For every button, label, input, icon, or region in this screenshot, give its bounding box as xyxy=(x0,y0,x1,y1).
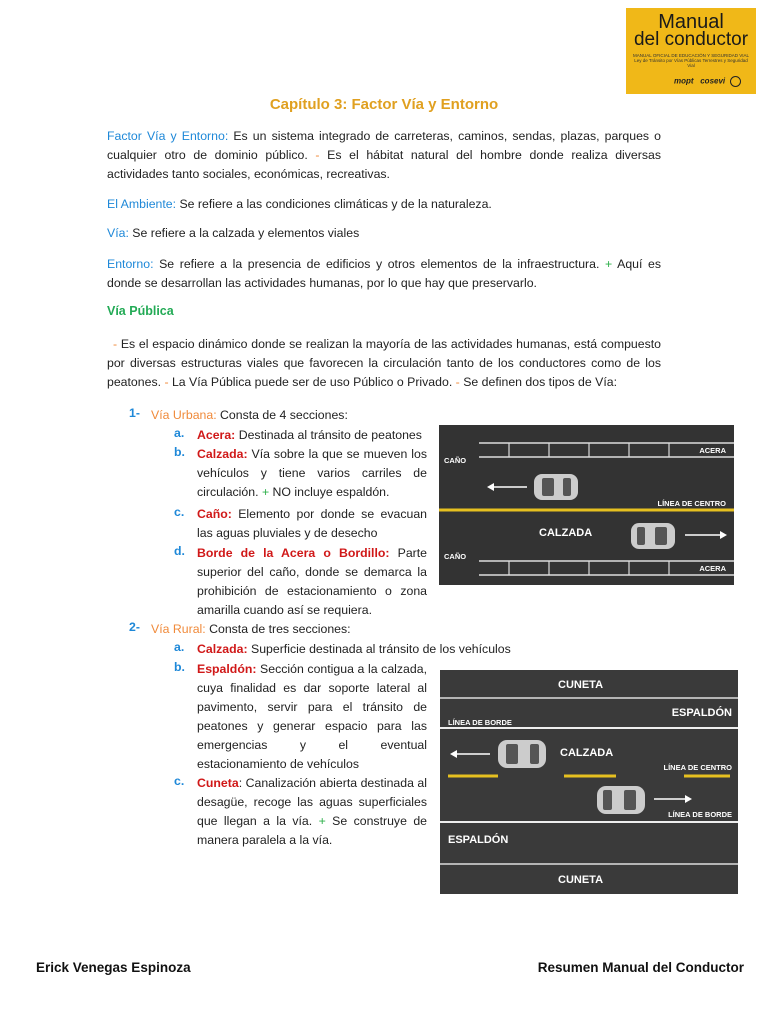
list-number-1: 1- xyxy=(129,406,140,420)
term-label: Factor Vía y Entorno: xyxy=(107,129,229,143)
sublist-item-cuneta: Cuneta: Canalización abierta destinada al desagüe, recoge las aguas superficiales que llegan a la vía. + Se construye de manera paralela a la vía. xyxy=(197,776,427,847)
term-label: Entorno: xyxy=(107,257,154,271)
label-cuneta-top: CUNETA xyxy=(558,679,604,691)
term-label: Vía: xyxy=(107,226,129,240)
car-icon xyxy=(631,523,675,549)
sublist-item-calzada: Calzada: Vía sobre la que se mueven los vehículos y tiene varios carriles de circulación. + NO incluye espaldón. xyxy=(197,447,427,499)
label-linea-centro-rural: LÍNEA DE CENTRO xyxy=(663,763,732,772)
car-icon xyxy=(498,740,546,768)
section-heading-via-publica: Vía Pública xyxy=(107,304,174,318)
label-espaldon-bottom: ESPALDÓN xyxy=(448,834,509,846)
label-calzada: CALZADA xyxy=(539,527,593,539)
sublist-item-calzada-rural: Calzada: Superficie destinada al tránsito de los vehículos xyxy=(197,642,511,656)
sublist-letter: d. xyxy=(174,544,185,558)
sublist-item-acera: Acera: Destinada al tránsito de peatones xyxy=(197,428,422,442)
sublist-letter: a. xyxy=(174,426,185,440)
rural-road-drawing xyxy=(440,670,738,894)
sublist-letter: b. xyxy=(174,445,185,459)
urban-road-diagram xyxy=(439,425,734,585)
label-acera-top: ACERA xyxy=(699,446,726,455)
sublist-item-bordillo: Borde de la Acera o Bordillo: Parte superior del caño, donde se demarca la prohibición de estacionamiento o zona amarilla cuando así se requiera. xyxy=(197,546,428,617)
rural-road-diagram xyxy=(440,670,738,894)
sublist-letter: a. xyxy=(174,640,185,654)
car-icon xyxy=(597,786,645,814)
car-icon xyxy=(534,474,578,500)
cosevi-logo: cosevi xyxy=(700,76,726,86)
label-cano-bottom: CAÑO xyxy=(444,552,467,561)
label-espaldon-top: ESPALDÓN xyxy=(671,707,732,719)
manual-cover-image xyxy=(626,8,756,94)
list-item-via-urbana: Vía Urbana: Consta de 4 secciones: xyxy=(151,408,348,422)
label-linea-borde-bottom: LÍNEA DE BORDE xyxy=(668,810,732,819)
paragraph-via-publica: - Es el espacio dinámico donde se realizan la mayoría de las actividades humanas, está compuesto por diversas estructuras viales que favorecen la circulación tanto de los conductores como de los peatones. - La Vía Pública puede ser de uso Público o Privado. - Se definen dos tipos de Vía: xyxy=(107,337,661,389)
list-number-2: 2- xyxy=(129,620,140,634)
paragraph-entorno: Entorno: Se refiere a la presencia de edificios y otros elementos de la infraestructura. + Aquí es donde se desarrollan las actividades humanas, por lo que hay que preservarlo. xyxy=(107,257,661,290)
sublist-letter: c. xyxy=(174,505,185,519)
term-label: El Ambiente: xyxy=(107,197,177,211)
label-linea-borde-top: LÍNEA DE BORDE xyxy=(448,718,512,727)
sublist-letter: c. xyxy=(174,774,185,788)
label-calzada-rural: CALZADA xyxy=(560,747,614,759)
cover-subtitle: MANUAL OFICIAL DE EDUCACIÓN Y SEGURIDAD VIAL Ley de Tránsito por Vías Públicas Terrestres y Seguridad Vial xyxy=(632,53,750,68)
label-linea-centro: LÍNEA DE CENTRO xyxy=(657,499,726,508)
paragraph-ambiente: El Ambiente: Se refiere a las condiciones climáticas y de la naturaleza. xyxy=(107,197,492,211)
footer-doc-title: Resumen Manual del Conductor xyxy=(537,960,744,975)
label-acera-bottom: ACERA xyxy=(699,564,726,573)
cover-title-line1: Manual xyxy=(658,11,724,33)
label-cuneta-bottom: CUNETA xyxy=(558,874,604,886)
paragraph-factor-via: Factor Vía y Entorno: Es un sistema integrado de carreteras, caminos, sendas, plazas, parques o cualquier otro de dominio público. - Es el hábitat natural del hombre donde realiza diversas actividades tanto sociales, económicas, recreativas. xyxy=(107,129,661,181)
sublist-item-cano: Caño: Elemento por donde se evacuan las aguas pluviales y de desecho xyxy=(197,507,427,540)
cover-title-line2: del conductor xyxy=(633,29,749,50)
seal-icon xyxy=(730,76,741,87)
paragraph-via: Vía: Se refiere a la calzada y elementos viales xyxy=(107,226,360,240)
chapter-title: Capítulo 3: Factor Vía y Entorno xyxy=(269,96,499,113)
footer-author: Erick Venegas Espinoza xyxy=(36,960,191,975)
cover-logos xyxy=(674,76,741,87)
list-item-via-rural: Vía Rural: Consta de tres secciones: xyxy=(151,622,351,636)
sublist-item-espaldon: Espaldón: Sección contigua a la calzada, cuya finalidad es dar soporte lateral al pavimento, servir para el tránsito de peatones y generar espacio para las emergencias y el eventual estacionamiento de vehículos xyxy=(197,662,427,771)
label-cano-top: CAÑO xyxy=(444,456,467,465)
mopt-logo: mopt xyxy=(674,76,694,86)
sublist-letter: b. xyxy=(174,660,185,674)
